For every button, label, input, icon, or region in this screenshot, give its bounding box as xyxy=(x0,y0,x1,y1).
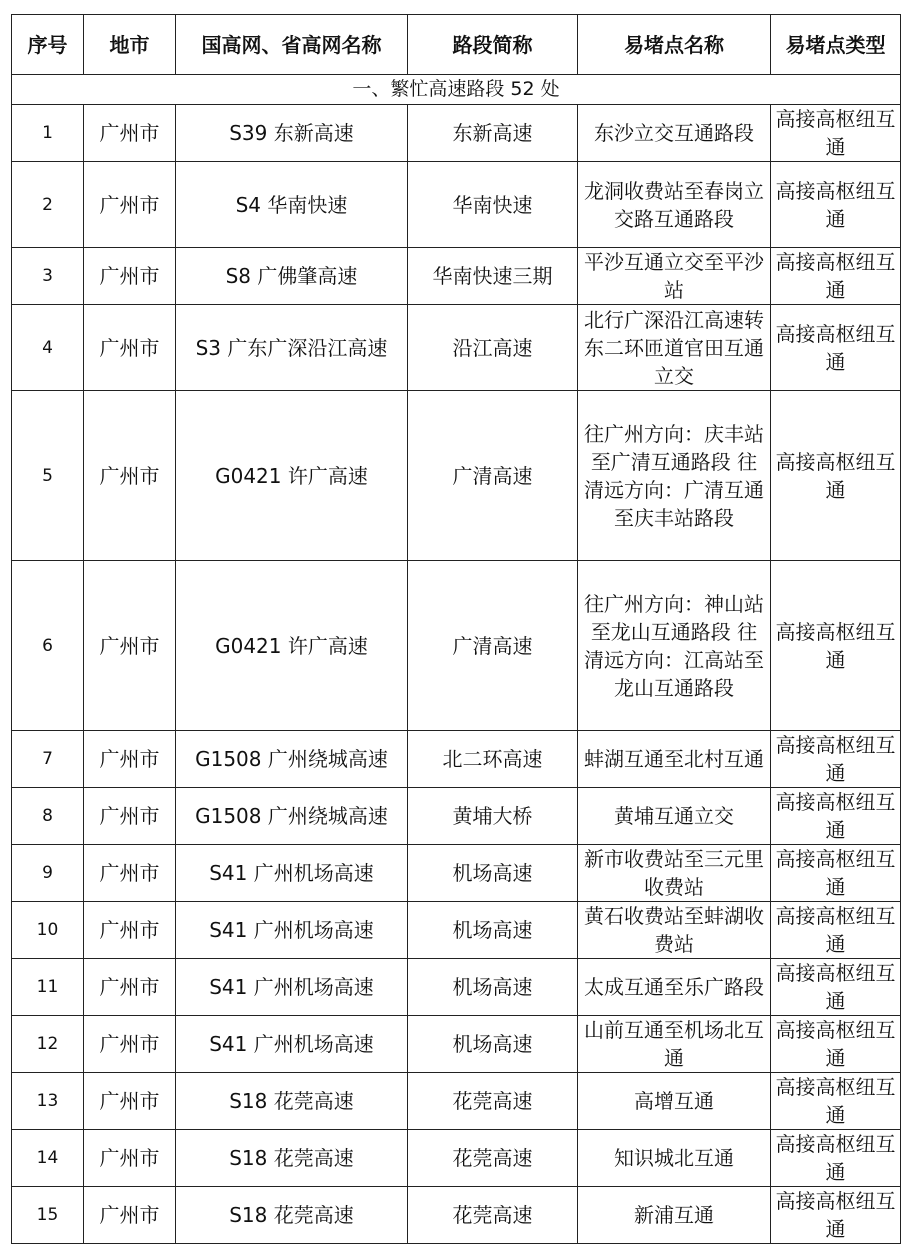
row-highway: S18 花莞高速 xyxy=(176,1130,408,1187)
table-row xyxy=(12,305,901,391)
row-point: 北行广深沿江高速转东二环匝道官田互通立交 xyxy=(578,305,771,391)
row-highway: S41 广州机场高速 xyxy=(176,959,408,1016)
row-segment: 机场高速 xyxy=(408,959,578,1016)
row-city: 广州市 xyxy=(84,959,176,1016)
row-type: 高接高枢纽互通 xyxy=(771,1187,901,1244)
row-city: 广州市 xyxy=(84,1016,176,1073)
row-city: 广州市 xyxy=(84,561,176,731)
row-segment: 广清高速 xyxy=(408,391,578,561)
row-point: 黄石收费站至蚌湖收费站 xyxy=(578,902,771,959)
row-no: 9 xyxy=(12,845,84,902)
header-highway: 国高网、省高网名称 xyxy=(176,15,408,75)
row-point: 黄埔互通立交 xyxy=(578,788,771,845)
table-row xyxy=(12,845,901,902)
row-city: 广州市 xyxy=(84,902,176,959)
row-highway: S41 广州机场高速 xyxy=(176,902,408,959)
table-row xyxy=(12,391,901,561)
row-highway: G1508 广州绕城高速 xyxy=(176,731,408,788)
row-highway: S18 花莞高速 xyxy=(176,1073,408,1130)
row-no: 7 xyxy=(12,731,84,788)
row-city: 广州市 xyxy=(84,391,176,561)
row-highway: S39 东新高速 xyxy=(176,105,408,162)
table-row xyxy=(12,731,901,788)
table-row xyxy=(12,788,901,845)
row-segment: 黄埔大桥 xyxy=(408,788,578,845)
header-segment: 路段简称 xyxy=(408,15,578,75)
row-no: 8 xyxy=(12,788,84,845)
row-no: 1 xyxy=(12,105,84,162)
row-no: 3 xyxy=(12,248,84,305)
row-city: 广州市 xyxy=(84,1187,176,1244)
row-segment: 北二环高速 xyxy=(408,731,578,788)
row-city: 广州市 xyxy=(84,845,176,902)
header-row xyxy=(12,15,901,75)
row-segment: 花莞高速 xyxy=(408,1187,578,1244)
row-point: 往广州方向：庆丰站至广清互通路段 往清远方向：广清互通至庆丰站路段 xyxy=(578,391,771,561)
table-row xyxy=(12,959,901,1016)
row-segment: 广清高速 xyxy=(408,561,578,731)
row-no: 4 xyxy=(12,305,84,391)
row-highway: S3 广东广深沿江高速 xyxy=(176,305,408,391)
header-no: 序号 xyxy=(12,15,84,75)
row-segment: 机场高速 xyxy=(408,902,578,959)
row-type: 高接高枢纽互通 xyxy=(771,162,901,248)
row-city: 广州市 xyxy=(84,1073,176,1130)
row-no: 5 xyxy=(12,391,84,561)
row-segment: 华南快速三期 xyxy=(408,248,578,305)
row-no: 15 xyxy=(12,1187,84,1244)
row-type: 高接高枢纽互通 xyxy=(771,788,901,845)
row-point: 平沙互通立交至平沙站 xyxy=(578,248,771,305)
row-city: 广州市 xyxy=(84,305,176,391)
row-type: 高接高枢纽互通 xyxy=(771,845,901,902)
row-highway: G0421 许广高速 xyxy=(176,561,408,731)
row-no: 14 xyxy=(12,1130,84,1187)
row-highway: S41 广州机场高速 xyxy=(176,845,408,902)
table-row xyxy=(12,561,901,731)
row-no: 2 xyxy=(12,162,84,248)
row-highway: S41 广州机场高速 xyxy=(176,1016,408,1073)
header-point: 易堵点名称 xyxy=(578,15,771,75)
table-row xyxy=(12,1016,901,1073)
row-type: 高接高枢纽互通 xyxy=(771,105,901,162)
table-row xyxy=(12,248,901,305)
table-row xyxy=(12,1187,901,1244)
row-segment: 机场高速 xyxy=(408,1016,578,1073)
row-type: 高接高枢纽互通 xyxy=(771,1130,901,1187)
row-city: 广州市 xyxy=(84,1130,176,1187)
row-type: 高接高枢纽互通 xyxy=(771,959,901,1016)
row-type: 高接高枢纽互通 xyxy=(771,1073,901,1130)
row-type: 高接高枢纽互通 xyxy=(771,731,901,788)
row-no: 6 xyxy=(12,561,84,731)
row-segment: 东新高速 xyxy=(408,105,578,162)
row-highway: S4 华南快速 xyxy=(176,162,408,248)
row-highway: G0421 许广高速 xyxy=(176,391,408,561)
table-row xyxy=(12,105,901,162)
row-highway: S18 花莞高速 xyxy=(176,1187,408,1244)
row-point: 新浦互通 xyxy=(578,1187,771,1244)
row-point: 龙洞收费站至春岗立交路互通路段 xyxy=(578,162,771,248)
section-title: 一、繁忙高速路段 52 处 xyxy=(12,75,901,105)
table-row xyxy=(12,902,901,959)
row-type: 高接高枢纽互通 xyxy=(771,391,901,561)
row-city: 广州市 xyxy=(84,788,176,845)
congestion-points-table xyxy=(11,14,901,1244)
row-city: 广州市 xyxy=(84,731,176,788)
row-city: 广州市 xyxy=(84,248,176,305)
row-segment: 花莞高速 xyxy=(408,1130,578,1187)
row-segment: 沿江高速 xyxy=(408,305,578,391)
row-no: 10 xyxy=(12,902,84,959)
row-point: 东沙立交互通路段 xyxy=(578,105,771,162)
row-type: 高接高枢纽互通 xyxy=(771,248,901,305)
header-city: 地市 xyxy=(84,15,176,75)
row-segment: 华南快速 xyxy=(408,162,578,248)
row-highway: G1508 广州绕城高速 xyxy=(176,788,408,845)
row-point: 高增互通 xyxy=(578,1073,771,1130)
row-no: 11 xyxy=(12,959,84,1016)
row-point: 山前互通至机场北互通 xyxy=(578,1016,771,1073)
row-segment: 花莞高速 xyxy=(408,1073,578,1130)
table-row xyxy=(12,1130,901,1187)
row-point: 新市收费站至三元里收费站 xyxy=(578,845,771,902)
section-row xyxy=(12,75,901,105)
row-type: 高接高枢纽互通 xyxy=(771,305,901,391)
table-row xyxy=(12,1073,901,1130)
table-row xyxy=(12,162,901,248)
row-point: 往广州方向：神山站至龙山互通路段 往清远方向：江高站至龙山互通路段 xyxy=(578,561,771,731)
row-type: 高接高枢纽互通 xyxy=(771,1016,901,1073)
row-point: 知识城北互通 xyxy=(578,1130,771,1187)
row-no: 12 xyxy=(12,1016,84,1073)
row-city: 广州市 xyxy=(84,162,176,248)
row-highway: S8 广佛肇高速 xyxy=(176,248,408,305)
header-type: 易堵点类型 xyxy=(771,15,901,75)
row-point: 蚌湖互通至北村互通 xyxy=(578,731,771,788)
row-type: 高接高枢纽互通 xyxy=(771,561,901,731)
row-city: 广州市 xyxy=(84,105,176,162)
row-type: 高接高枢纽互通 xyxy=(771,902,901,959)
row-no: 13 xyxy=(12,1073,84,1130)
row-segment: 机场高速 xyxy=(408,845,578,902)
row-point: 太成互通至乐广路段 xyxy=(578,959,771,1016)
